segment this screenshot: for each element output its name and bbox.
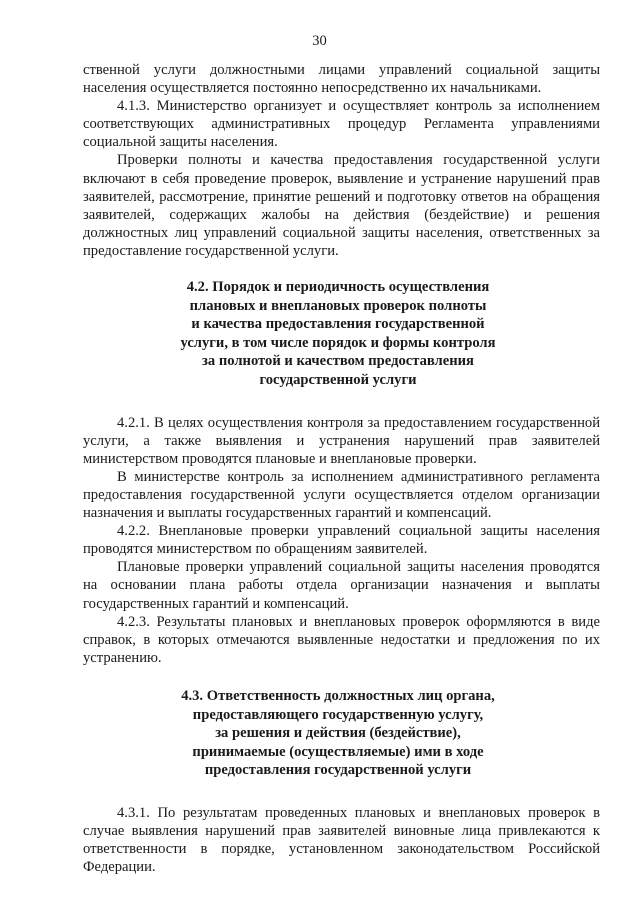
paragraph-4-1-3: 4.1.3. Министерство организует и осуществляет контроль за исполнением соответствующих административных процедур Регламента управлениями социальной защиты населения.	[83, 98, 600, 151]
heading-line: услуги, в том числе порядок и формы контроля	[180, 334, 496, 351]
section-heading-4-2	[138, 278, 538, 390]
paragraph-4-3-1: 4.3.1. По результатам проведенных плановых и внеплановых проверок в случае выявления нарушений прав заявителей виновные лица привлекаются к ответственности в порядке, установленном законодательством Российской Федерации.	[83, 804, 600, 876]
paragraph-checks-scope: Проверки полноты и качества предоставления государственной услуги включают в себя проведение проверок, выявление и устранение нарушений прав заявителей, рассмотрение, принятие решений и подготовку ответов на обращения заявителей, содержащих жалобы на действия (бездействие) и решения должностных лиц управлений социальной защиты населения, ответственных за предоставление государственной услуги.	[83, 152, 600, 259]
heading-line: 4.3. Ответственность должностных лиц органа,	[181, 687, 495, 704]
page-number: 30	[312, 33, 327, 49]
heading-line: плановых и внеплановых проверок полноты	[189, 297, 487, 314]
paragraph-planned-checks: Плановые проверки управлений социальной защиты населения проводятся на основании плана работы отдела организации назначения и выплаты государственных гарантий и компенсаций.	[83, 559, 600, 612]
page-content	[83, 61, 600, 876]
heading-line: принимаемые (осуществляемые) ими в ходе	[192, 743, 484, 760]
paragraph-4-2-1: 4.2.1. В целях осуществления контроля за предоставлением государственной услуги, а также выявления и устранения нарушений прав заявителей министерством проводятся плановые и внеплановые проверки.	[83, 414, 600, 467]
heading-line: предоставляющего государственную услугу,	[192, 706, 484, 723]
paragraph-continuation: ственной услуги должностными лицами управлений социальной защиты населения осуществляется постоянно непосредственно их начальниками.	[83, 62, 600, 97]
paragraph-4-2-3: 4.2.3. Результаты плановых и внеплановых проверок оформляются в виде справок, в которых отмечаются выявленные недостатки и предложения по их устранению.	[83, 613, 600, 666]
heading-line: за полнотой и качеством предоставления	[202, 353, 474, 370]
heading-line: за решения и действия (бездействие),	[215, 725, 461, 742]
paragraph-ministry-control: В министерстве контроль за исполнением административного регламента предоставления государственной услуги осуществляется отделом организации назначения и выплаты государственных гарантий и компенсаций.	[83, 468, 600, 522]
section-heading-4-3	[138, 687, 538, 780]
heading-line: предоставления государственной услуги	[204, 762, 472, 779]
heading-line: 4.2. Порядок и периодичность осуществления	[186, 279, 490, 296]
paragraph-4-2-2: 4.2.2. Внеплановые проверки управлений социальной защиты населения проводятся министерством по обращениям заявителей.	[83, 523, 600, 558]
heading-line: государственной услуги	[259, 372, 417, 388]
heading-line: и качества предоставления государственной	[191, 316, 485, 333]
